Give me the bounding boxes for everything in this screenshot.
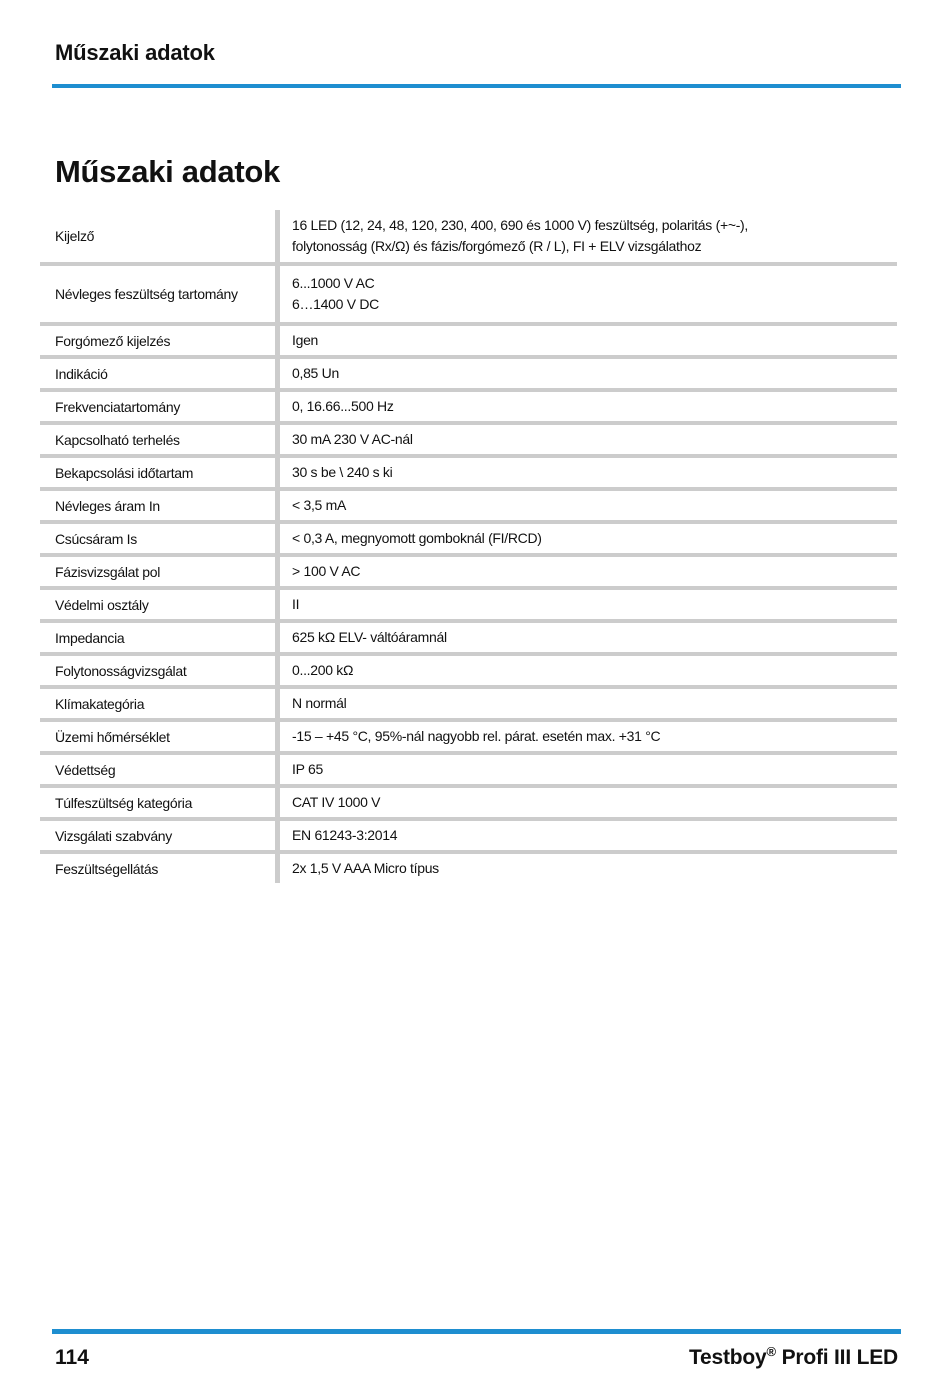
spec-row	[40, 491, 897, 524]
spec-label: Védettség	[55, 761, 116, 778]
spec-value	[280, 854, 897, 883]
spec-value-line: > 100 V AC	[292, 563, 361, 579]
spec-value-line: < 3,5 mA	[292, 497, 347, 513]
spec-label: Kapcsolható terhelés	[55, 431, 180, 448]
spec-value-line: Igen	[292, 332, 319, 348]
spec-row	[40, 210, 897, 266]
spec-row	[40, 722, 897, 755]
spec-row	[40, 689, 897, 722]
spec-value-line: 2x 1,5 V AAA Micro típus	[292, 860, 439, 876]
spec-row	[40, 425, 897, 458]
model-name: Profi III LED	[781, 1346, 898, 1369]
spec-row	[40, 359, 897, 392]
spec-value-line: 0...200 kΩ	[292, 662, 354, 678]
spec-label: Névleges feszültség tartomány	[55, 286, 238, 302]
spec-value	[280, 788, 897, 817]
header-rule	[52, 84, 901, 88]
page-number: 114	[55, 1346, 89, 1369]
spec-value-line: 0,85 Un	[292, 365, 339, 381]
spec-label: Fázisvizsgálat pol	[55, 563, 161, 580]
spec-label: Klímakategória	[55, 695, 145, 712]
spec-label: Túlfeszültség kategória	[55, 794, 193, 811]
spec-table	[40, 210, 897, 883]
spec-value	[280, 425, 897, 454]
spec-label: Védelmi osztály	[55, 596, 149, 613]
spec-label: Folytonosságvizsgálat	[55, 662, 187, 679]
spec-row	[40, 266, 897, 326]
spec-label: Forgómező kijelzés	[55, 332, 171, 349]
spec-row	[40, 854, 897, 883]
spec-row	[40, 326, 897, 359]
spec-label: Bekapcsolási időtartam	[55, 464, 194, 481]
spec-value-line: 625 kΩ ELV- váltóáramnál	[292, 629, 447, 645]
spec-row	[40, 590, 897, 623]
spec-value-line: 16 LED (12, 24, 48, 120, 230, 400, 690 és 1000 V) feszültség, polaritás (+~-),	[292, 217, 749, 233]
spec-value-line: II	[292, 596, 300, 612]
spec-value-line: N normál	[292, 695, 347, 711]
spec-value-line: 30 mA 230 V AC-nál	[292, 431, 413, 447]
spec-label: Impedancia	[55, 629, 125, 646]
spec-row	[40, 788, 897, 821]
spec-value-line: CAT IV 1000 V	[292, 794, 381, 810]
footer-rule	[52, 1329, 901, 1334]
spec-row	[40, 392, 897, 425]
spec-row	[40, 656, 897, 689]
spec-value	[280, 722, 897, 751]
spec-value	[280, 491, 897, 520]
spec-value	[280, 392, 897, 421]
spec-label: Csúcsáram Is	[55, 530, 137, 547]
spec-value	[280, 326, 897, 355]
spec-label: Feszültségellátás	[55, 860, 159, 877]
spec-value	[280, 656, 897, 685]
spec-row	[40, 524, 897, 557]
spec-row	[40, 821, 897, 854]
spec-label: Névleges áram In	[55, 497, 160, 514]
spec-row	[40, 755, 897, 788]
product-name	[689, 1346, 898, 1370]
spec-value-line: folytonosság (Rx/Ω) és fázis/forgómező (R / L), FI + ELV vizsgálathoz	[292, 238, 702, 254]
spec-value-line: < 0,3 A, megnyomott gomboknál (FI/RCD)	[292, 530, 542, 546]
spec-label: Frekvenciatartomány	[55, 398, 181, 415]
spec-value-line: -15 – +45 °C, 95%-nál nagyobb rel. párat. esetén max. +31 °C	[292, 728, 661, 744]
spec-value	[280, 821, 897, 850]
spec-value	[280, 458, 897, 487]
spec-value-line: 30 s be \ 240 s ki	[292, 464, 393, 480]
spec-label: Üzemi hőmérséklet	[55, 728, 170, 745]
page-title: Műszaki adatok	[55, 154, 280, 189]
spec-value	[280, 590, 897, 619]
spec-row	[40, 623, 897, 656]
spec-value-line: IP 65	[292, 761, 323, 777]
running-header-title: Műszaki adatok	[55, 40, 215, 65]
spec-value	[280, 210, 897, 262]
spec-row	[40, 458, 897, 491]
spec-value-line: 6...1000 V AC	[292, 275, 375, 291]
spec-value-line: 0, 16.66...500 Hz	[292, 398, 394, 414]
spec-label: Indikáció	[55, 365, 108, 382]
spec-value	[280, 689, 897, 718]
spec-value	[280, 623, 897, 652]
spec-row	[40, 557, 897, 590]
spec-value	[280, 557, 897, 586]
registered-mark: ®	[766, 1344, 776, 1359]
spec-value-line: 6…1400 V DC	[292, 296, 379, 312]
spec-label: Vizsgálati szabvány	[55, 827, 172, 844]
spec-value-line: EN 61243-3:2014	[292, 827, 398, 843]
spec-value	[280, 266, 897, 322]
spec-label: Kijelző	[55, 228, 95, 244]
spec-value	[280, 755, 897, 784]
spec-value	[280, 524, 897, 553]
spec-value	[280, 359, 897, 388]
brand-name: Testboy	[688, 1346, 767, 1369]
